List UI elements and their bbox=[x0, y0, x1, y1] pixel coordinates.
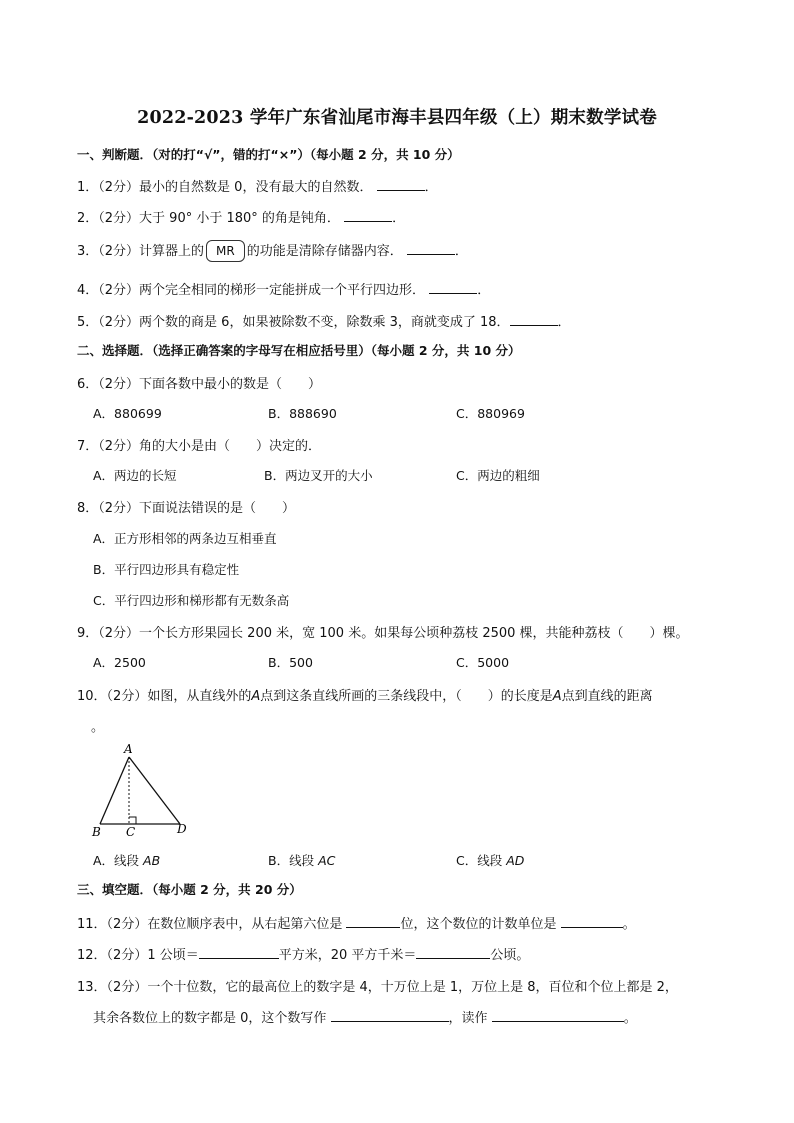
page-title: 2022-2023 学年广东省汕尾市海丰县四年级（上）期末数学试卷 bbox=[137, 108, 657, 128]
question-4: 4．（2分）两个完全相同的梯形一定能拼成一个平行四边形． ． bbox=[77, 283, 491, 298]
label-b: B bbox=[92, 825, 101, 839]
question-12: 12．（2分）1 公顷＝ 平方米，20 平方千米＝ 公顷。 bbox=[77, 948, 530, 963]
option-b[interactable]: B．888690 bbox=[268, 406, 337, 421]
label-d: D bbox=[177, 822, 187, 836]
option-c[interactable]: C．线段 AD bbox=[456, 853, 525, 868]
answer-blank[interactable] bbox=[492, 1009, 624, 1022]
question-7: 7．（2分）角的大小是由（ ）决定的． bbox=[77, 439, 322, 454]
answer-blank[interactable] bbox=[377, 178, 425, 191]
answer-blank[interactable] bbox=[346, 915, 400, 928]
question-2: 2．（2分）大于 90° 小于 180° 的角是钝角． ． bbox=[77, 211, 406, 226]
answer-blank[interactable] bbox=[561, 915, 623, 928]
question-9: 9．（2分）一个长方形果园长 200 米，宽 100 米。如果每公顷种荔枝 2500 棵，共能种荔枝（ ）棵。 bbox=[77, 626, 689, 641]
option-a[interactable]: A．线段 AB bbox=[93, 853, 161, 868]
right-angle-mark bbox=[129, 817, 136, 824]
answer-blank[interactable] bbox=[407, 242, 455, 255]
question-8: 8．（2分）下面说法错误的是（ ） bbox=[77, 501, 296, 516]
section-fill: 三、填空题．（每小题 2 分，共 20 分） bbox=[77, 882, 302, 897]
section-choice: 二、选择题．（选择正确答案的字母写在相应括号里）（每小题 2 分，共 10 分） bbox=[77, 343, 521, 358]
option-c[interactable]: C．两边的粗细 bbox=[456, 468, 540, 483]
question-13-cont: 其余各数位上的数字都是 0，这个数写作 ，读作 。 bbox=[93, 1011, 637, 1026]
option-c[interactable]: C．880969 bbox=[456, 406, 525, 421]
segment-ad bbox=[129, 757, 180, 824]
option-a[interactable]: A．2500 bbox=[93, 655, 146, 670]
question-13: 13．（2分）一个十位数，它的最高位上的数字是 4，十万位上是 1，万位上是 8，百位和个位上都是 2， bbox=[77, 980, 678, 995]
question-11: 11．（2分）在数位顺序表中，从右起第六位是 位，这个数位的计数单位是 。 bbox=[77, 917, 636, 932]
option-c[interactable]: C．5000 bbox=[456, 655, 510, 670]
answer-blank[interactable] bbox=[429, 281, 477, 294]
option-a[interactable]: A．880699 bbox=[93, 406, 162, 421]
option-a[interactable]: A．正方形相邻的两条边互相垂直 bbox=[93, 531, 277, 546]
label-a: A bbox=[124, 742, 133, 756]
question-3: 3．（2分）计算器上的 MR 的功能是清除存储器内容． ． bbox=[77, 240, 468, 262]
label-c: C bbox=[126, 825, 136, 839]
option-b[interactable]: B．平行四边形具有稳定性 bbox=[93, 562, 240, 577]
answer-blank[interactable] bbox=[199, 946, 279, 959]
option-b[interactable]: B．两边叉开的大小 bbox=[264, 468, 373, 483]
option-a[interactable]: A．两边的长短 bbox=[93, 468, 177, 483]
section-judgement: 一、判断题．（对的打“√”，错的打“×”）（每小题 2 分，共 10 分） bbox=[77, 147, 460, 162]
answer-blank[interactable] bbox=[331, 1009, 449, 1022]
answer-blank[interactable] bbox=[416, 946, 490, 959]
segment-ab bbox=[100, 757, 129, 824]
question-1: 1．（2分）最小的自然数是 0，没有最大的自然数． ． bbox=[77, 180, 438, 195]
question-10: 10．（2分）如图，从直线外的A点到这条直线所画的三条线段中，（ ）的长度是A点到直线的距离 bbox=[77, 689, 653, 704]
answer-blank[interactable] bbox=[344, 209, 392, 222]
question-5: 5．（2分）两个数的商是 6，如果被除数不变，除数乘 3，商就变成了 18． ． bbox=[77, 315, 571, 330]
option-b[interactable]: B．500 bbox=[268, 655, 313, 670]
option-c[interactable]: C．平行四边形和梯形都有无数条高 bbox=[93, 593, 290, 608]
question-6: 6．（2分）下面各数中最小的数是（ ） bbox=[77, 377, 322, 392]
option-b[interactable]: B．线段 AC bbox=[268, 853, 336, 868]
mr-key-icon: MR bbox=[206, 240, 245, 262]
answer-blank[interactable] bbox=[510, 313, 558, 326]
triangle-figure bbox=[88, 740, 198, 840]
question-10-end: 。 bbox=[91, 720, 105, 735]
